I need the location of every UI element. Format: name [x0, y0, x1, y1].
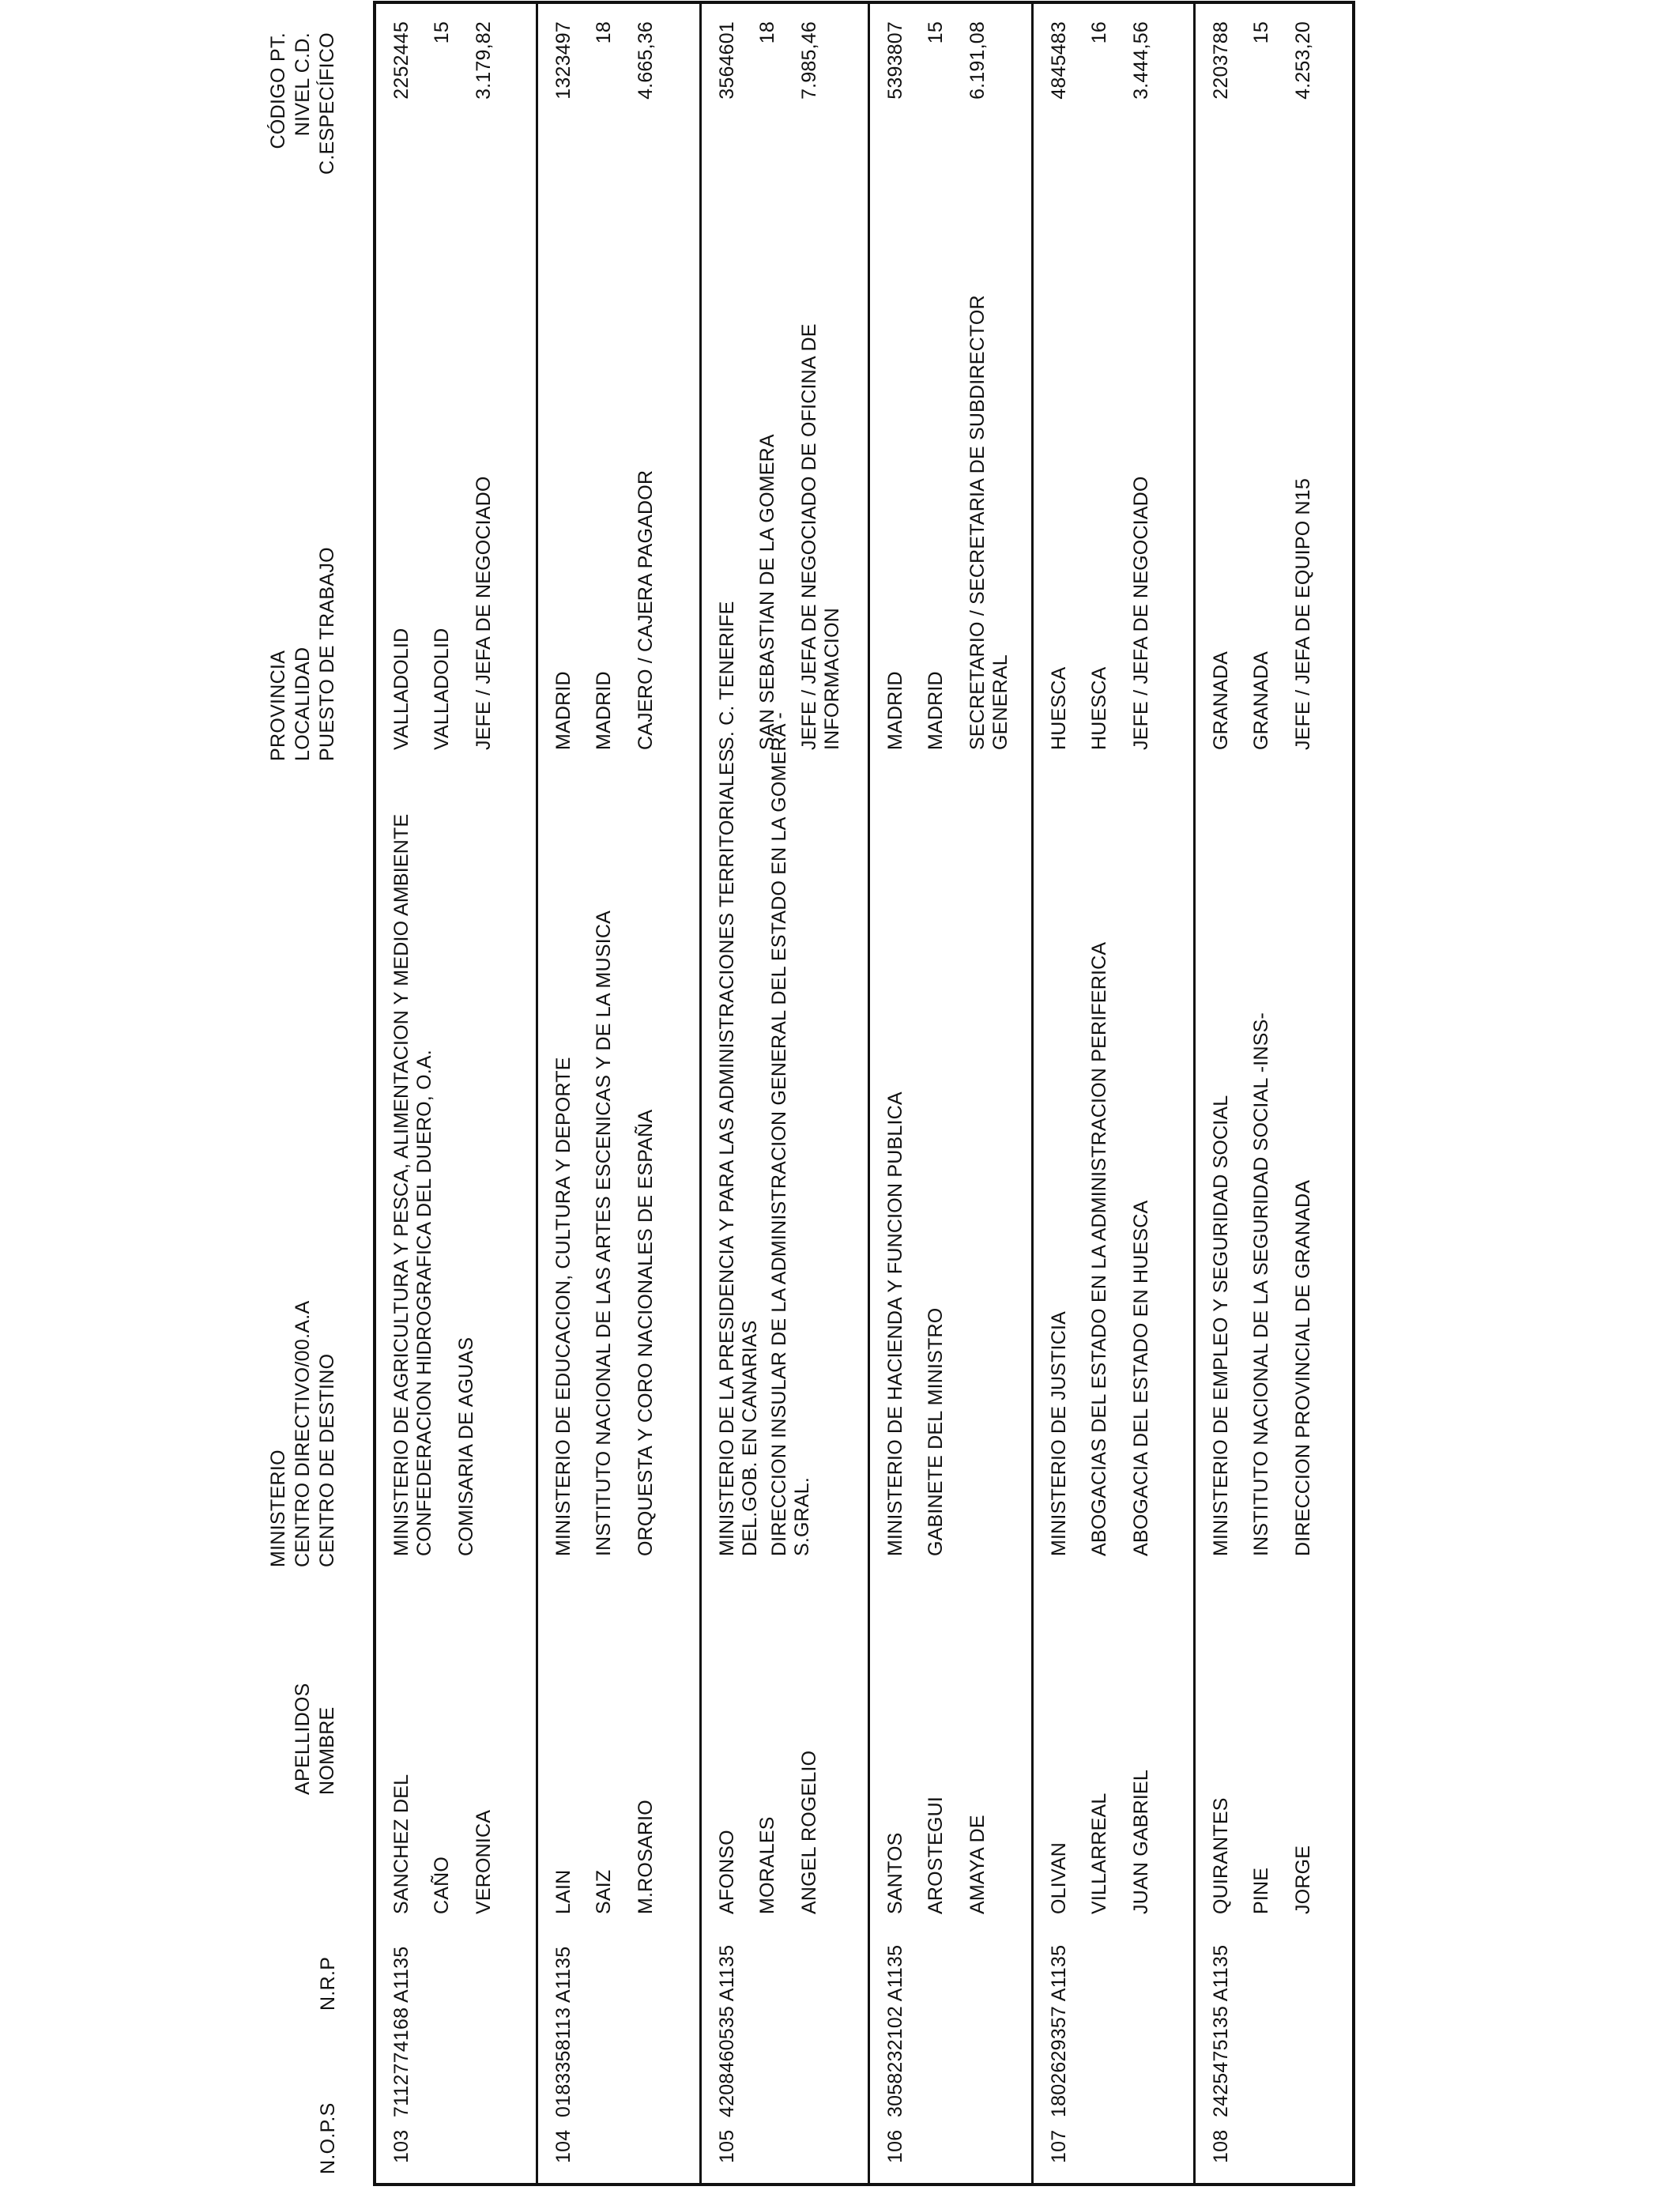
cell-apellidos — [390, 1677, 495, 1914]
apellido-1: SANTOS — [884, 1832, 906, 1914]
centro-directivo: CONFEDERACION HIDROGRAFICA DEL DUERO, O.A. — [413, 1050, 435, 1556]
cell-nops: 103 — [390, 2129, 412, 2163]
puesto: JEFE / JEFA DE NEGOCIADO — [1130, 476, 1152, 750]
apellido-1: LAIN — [552, 1869, 574, 1914]
nivel-cd: 18 — [593, 21, 615, 44]
cell-nops: 105 — [716, 2129, 738, 2163]
header-apellidos — [291, 1683, 340, 1795]
cell-nops: 107 — [1048, 2129, 1070, 2163]
cell-provincia — [552, 260, 657, 750]
codigo-pt: 3564601 — [716, 21, 738, 100]
apellido-1: SANCHEZ DEL — [390, 1774, 412, 1914]
provincia: S. C. TENERIFE — [716, 601, 738, 750]
header-nops-label: N.O.P.S — [317, 2102, 339, 2174]
centro-directivo: INSTITUTO NACIONAL DE LAS ARTES ESCENICAS Y DE LA MUSICA — [593, 910, 615, 1556]
cell-ministerio — [884, 758, 966, 1556]
cell-codigo — [884, 21, 989, 172]
apellido-2: SAIZ — [593, 1869, 615, 1914]
ministerio: MINISTERIO DE AGRICULTURA Y PESCA, ALIMENTACION Y MEDIO AMBIENTE — [390, 813, 412, 1556]
cell-ministerio — [390, 758, 478, 1556]
header-nops — [316, 2102, 341, 2174]
header-especifico-line: C.ESPECÍFICO — [316, 32, 338, 175]
header-ministerio — [266, 1300, 340, 1567]
centro-destino: COMISARIA DE AGUAS — [455, 1336, 477, 1556]
nivel-cd: 15 — [1250, 21, 1272, 44]
apellido-1: QUIRANTES — [1210, 1797, 1232, 1914]
apellido-1: AFONSO — [716, 1830, 738, 1914]
header-nrp-label: N.R.P — [317, 1956, 339, 2011]
cell-apellidos — [884, 1677, 989, 1914]
cell-nrp: 7112774168 A1135 — [390, 1946, 412, 2117]
header-nivel-line: NIVEL C.D. — [292, 32, 314, 137]
header-localidad-line: LOCALIDAD — [292, 647, 314, 761]
cell-ministerio — [1048, 758, 1153, 1556]
localidad: GRANADA — [1250, 650, 1272, 750]
nivel-cd: 15 — [925, 21, 947, 44]
table-row — [702, 4, 870, 2183]
cell-codigo — [552, 21, 657, 172]
localidad: HUESCA — [1088, 666, 1110, 750]
codigo-pt: 2252445 — [390, 21, 412, 100]
cell-provincia — [1048, 260, 1153, 750]
nivel-cd: 15 — [431, 21, 453, 44]
apellido-2: AROSTEGUI — [925, 1796, 947, 1914]
ministerio: MINISTERIO DE EDUCACION, CULTURA Y DEPORTE — [552, 1057, 574, 1556]
puesto: SECRETARIO / SECRETARIA DE SUBDIRECTOR GENERAL — [966, 295, 1011, 750]
centro-directivo: DEL.GOB. EN CANARIAS — [739, 1320, 761, 1556]
header-centro-destino-line: CENTRO DE DESTINO — [316, 1353, 338, 1567]
cell-nops: 106 — [884, 2129, 906, 2163]
header-nombre-line: NOMBRE — [316, 1706, 338, 1795]
cell-codigo — [390, 21, 495, 172]
cell-apellidos — [552, 1677, 657, 1914]
header-puesto-line: PUESTO DE TRABAJO — [316, 547, 338, 761]
c-especifico: 6.191,08 — [966, 21, 989, 100]
ministerio: MINISTERIO DE EMPLEO Y SEGURIDAD SOCIAL — [1210, 1095, 1232, 1556]
header-apellidos-line: APELLIDOS — [292, 1683, 314, 1795]
table-row — [870, 4, 1034, 2183]
centro-destino: ORQUESTA Y CORO NACIONALES DE ESPAÑA — [635, 1109, 657, 1556]
ministerio: MINISTERIO DE LA PRESIDENCIA Y PARA LAS ADMINISTRACIONES TERRITORIALES — [716, 748, 738, 1556]
centro-destino: DIRECCION PROVINCIAL DE GRANADA — [1292, 1179, 1314, 1556]
centro-directivo: INSTITUTO NACIONAL DE LA SEGURIDAD SOCIAL -INSS- — [1250, 1012, 1272, 1556]
table-row — [1034, 4, 1196, 2183]
codigo-pt: 5393807 — [884, 21, 906, 100]
centro-directivo: GABINETE DEL MINISTRO — [925, 1307, 947, 1556]
apellido-2: MORALES — [756, 1816, 778, 1914]
nivel-cd: 16 — [1088, 21, 1110, 44]
cell-ministerio — [552, 758, 657, 1556]
puesto: JEFE / JEFA DE NEGOCIADO — [473, 476, 495, 750]
localidad: SAN SEBASTIAN DE LA GOMERA — [756, 434, 778, 750]
nombre: VERONICA — [473, 1809, 495, 1914]
c-especifico: 3.444,56 — [1130, 21, 1152, 100]
cell-codigo — [1048, 21, 1153, 172]
cell-nrp: 2425475135 A1135 — [1210, 1944, 1232, 2117]
cell-nrp: 0183358113 A1135 — [552, 1946, 574, 2117]
nivel-cd: 18 — [756, 21, 778, 44]
nombre: JUAN GABRIEL — [1130, 1769, 1152, 1914]
apellido-2: VILLARREAL — [1088, 1793, 1110, 1914]
provincia: HUESCA — [1048, 666, 1070, 750]
cell-nops: 108 — [1210, 2129, 1232, 2163]
codigo-pt: 1323497 — [552, 21, 574, 100]
ministerio: MINISTERIO DE JUSTICIA — [1048, 1311, 1070, 1556]
header-codigo — [266, 32, 340, 183]
nombre: M.ROSARIO — [635, 1800, 657, 1914]
localidad: VALLADOLID — [431, 628, 453, 750]
cell-ministerio — [1210, 758, 1315, 1556]
nombre: ANGEL ROGELIO — [798, 1750, 820, 1914]
table-row — [1196, 4, 1352, 2183]
apellido-1: OLIVAN — [1048, 1842, 1070, 1914]
header-centro-directivo-line: CENTRO DIRECTIVO/00.A.A — [292, 1300, 314, 1567]
cell-codigo — [716, 21, 821, 172]
cell-nops: 104 — [552, 2129, 574, 2163]
puesto: JEFE / JEFA DE EQUIPO N15 — [1292, 478, 1314, 750]
table-row — [376, 4, 538, 2183]
apellido-2: PINE — [1250, 1867, 1272, 1914]
c-especifico: 3.179,82 — [473, 21, 495, 100]
provincia: MADRID — [552, 671, 574, 750]
c-especifico: 4.253,20 — [1292, 21, 1314, 100]
header-codigo-line: CÓDIGO PT. — [267, 32, 289, 149]
cell-provincia — [716, 307, 844, 750]
provincia: VALLADOLID — [390, 628, 412, 750]
cell-nrp: 3058232102 A1135 — [884, 1944, 906, 2117]
records-table — [373, 1, 1355, 2186]
c-especifico: 4.665,36 — [635, 21, 657, 100]
codigo-pt: 2203788 — [1210, 21, 1232, 100]
cell-codigo — [1210, 21, 1315, 172]
codigo-pt: 4845483 — [1048, 21, 1070, 100]
table-row — [538, 4, 702, 2183]
c-especifico: 7.985,46 — [798, 21, 820, 100]
puesto: CAJERO / CAJERA PAGADOR — [635, 469, 657, 750]
nombre: AMAYA DE — [966, 1815, 989, 1914]
cell-provincia — [884, 292, 1012, 750]
cell-apellidos — [716, 1677, 821, 1914]
centro-directivo: ABOGACIAS DEL ESTADO EN LA ADMINISTRACION PERIFERICA — [1088, 941, 1110, 1556]
apellido-2: CAÑO — [431, 1856, 453, 1914]
centro-destino: DIRECCION INSULAR DE LA ADMINISTRACION GENERAL DEL ESTADO EN LA GOMERA - S.GRAL. — [768, 712, 813, 1556]
localidad: MADRID — [925, 671, 947, 750]
cell-ministerio — [716, 711, 814, 1556]
cell-apellidos — [1210, 1677, 1315, 1914]
localidad: MADRID — [593, 671, 615, 750]
header-provincia-line: PROVINCIA — [267, 650, 289, 761]
header-provincia — [266, 547, 340, 761]
header-ministerio-line: MINISTERIO — [267, 1449, 289, 1567]
cell-provincia — [390, 260, 495, 750]
provincia: MADRID — [884, 671, 906, 750]
provincia: GRANADA — [1210, 650, 1232, 750]
cell-provincia — [1210, 260, 1315, 750]
cell-nrp: 4208460535 A1135 — [716, 1944, 738, 2117]
ministerio: MINISTERIO DE HACIENDA Y FUNCION PUBLICA — [884, 1091, 906, 1556]
puesto: JEFE / JEFA DE NEGOCIADO DE OFICINA DE INFORMACION — [798, 323, 843, 750]
header-nrp — [316, 1957, 341, 2011]
nombre: JORGE — [1292, 1845, 1314, 1914]
centro-destino: ABOGACIA DEL ESTADO EN HUESCA — [1130, 1200, 1152, 1556]
cell-apellidos — [1048, 1677, 1153, 1914]
cell-nrp: 1802629357 A1135 — [1048, 1944, 1070, 2117]
